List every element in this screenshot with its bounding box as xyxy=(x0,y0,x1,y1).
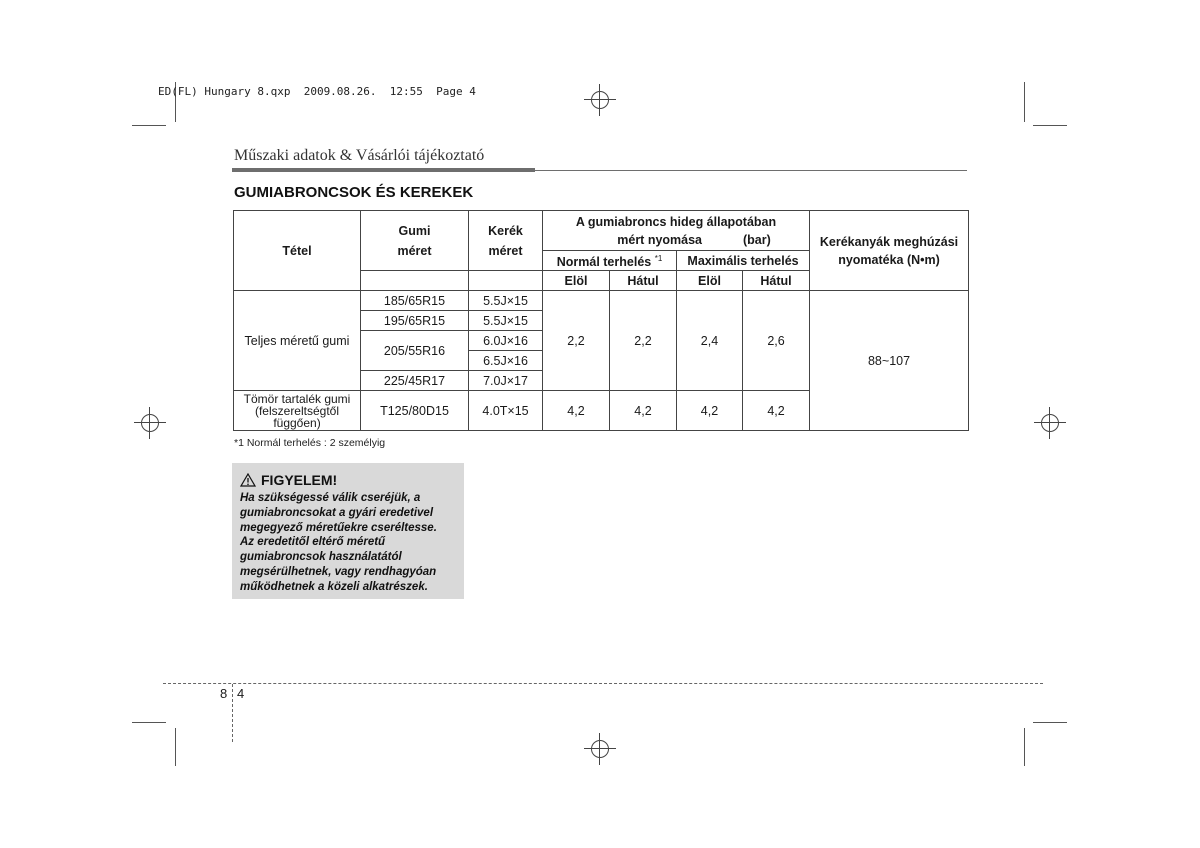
warning-title-text: FIGYELEM! xyxy=(261,472,338,488)
footer-dashed-rule xyxy=(163,683,1043,684)
page-number: 4 xyxy=(237,686,245,701)
header-pressure xyxy=(543,211,810,251)
page-heading: GUMIABRONCSOK ÉS KEREKEK xyxy=(234,184,474,201)
compact-spare-line2: (felszereltségtől xyxy=(254,403,340,418)
header-item: Tétel xyxy=(234,211,361,291)
crop-mark xyxy=(1024,728,1025,766)
cell-wheel-size: 5.5J×15 xyxy=(469,311,543,331)
cell-tire-size: 185/65R15 xyxy=(361,291,469,311)
header-normal-rear: Hátul xyxy=(610,271,677,291)
header-tire-line2: méret xyxy=(397,243,432,258)
cell-normal-front: 2,2 xyxy=(543,291,610,391)
header-normal-load-note: *1 xyxy=(654,253,663,263)
registration-mark-right xyxy=(1034,407,1066,439)
cell-wheel-size: 7.0J×17 xyxy=(469,371,543,391)
cell-normal-front: 4,2 xyxy=(543,391,610,431)
registration-mark-top xyxy=(584,84,616,116)
cell-wheel-size: 6.0J×16 xyxy=(469,331,543,351)
warning-triangle-icon xyxy=(240,473,256,487)
section-title: Műszaki adatok & Vásárlói tájékoztató xyxy=(234,147,485,164)
cell-max-rear: 2,6 xyxy=(743,291,810,391)
header-empty xyxy=(469,271,543,291)
compact-spare-line3: függően) xyxy=(273,415,321,430)
header-normal-load-label: Normál terhelés xyxy=(556,255,652,270)
header-normal-front: Elöl xyxy=(543,271,610,291)
warning-title xyxy=(240,472,337,488)
print-slug: ED(FL) Hungary 8.qxp 2009.08.26. 12:55 Page 4 xyxy=(158,85,476,98)
cell-max-front: 2,4 xyxy=(677,291,743,391)
header-max-front: Elöl xyxy=(677,271,743,291)
warning-box xyxy=(232,463,464,599)
header-rule-thin xyxy=(535,170,967,171)
compact-spare-line1: Tömör tartalék gumi xyxy=(243,391,351,406)
crop-mark xyxy=(1033,722,1067,723)
header-torque xyxy=(810,211,969,291)
header-empty xyxy=(361,271,469,291)
cell-max-front: 4,2 xyxy=(677,391,743,431)
header-torque-line1: Kerékanyák meghúzási xyxy=(819,234,959,249)
crop-mark xyxy=(132,125,166,126)
header-max-load: Maximális terhelés xyxy=(677,251,810,271)
header-pressure-line2: mért nyomása xyxy=(617,232,703,247)
registration-mark-bottom xyxy=(584,733,616,765)
header-tire-line1: Gumi xyxy=(398,223,431,238)
cell-normal-rear: 4,2 xyxy=(610,391,677,431)
crop-mark xyxy=(1033,125,1067,126)
row-label-compact-spare xyxy=(234,391,361,431)
warning-line: megsérülhetnek, vagy rendhagyóan xyxy=(240,565,437,578)
crop-mark xyxy=(132,722,166,723)
registration-mark-left xyxy=(134,407,166,439)
header-rule-thick xyxy=(232,168,535,172)
cell-normal-rear: 2,2 xyxy=(610,291,677,391)
cell-wheel-size: 4.0T×15 xyxy=(469,391,543,431)
cell-tire-size: T125/80D15 xyxy=(361,391,469,431)
footer-dashed-divider xyxy=(232,684,233,742)
cell-wheel-size: 6.5J×16 xyxy=(469,351,543,371)
header-normal-load xyxy=(543,251,677,271)
header-torque-line2: nyomatéka (N•m) xyxy=(838,252,940,267)
warning-line: megegyező méretűekre cseréltesse. xyxy=(240,521,437,534)
warning-line: működhetnek a közeli alkatrészek. xyxy=(240,580,428,593)
tire-spec-table xyxy=(233,210,969,431)
page-section-number: 8 xyxy=(220,686,228,701)
cell-tire-size: 195/65R15 xyxy=(361,311,469,331)
cell-max-rear: 4,2 xyxy=(743,391,810,431)
row-label-full-size: Teljes méretű gumi xyxy=(234,291,361,391)
crop-mark xyxy=(175,728,176,766)
crop-mark xyxy=(1024,82,1025,122)
header-pressure-unit: (bar) xyxy=(742,232,771,247)
cell-wheel-size: 5.5J×15 xyxy=(469,291,543,311)
header-tire-size xyxy=(361,211,469,271)
cell-tire-size: 225/45R17 xyxy=(361,371,469,391)
header-max-rear: Hátul xyxy=(743,271,810,291)
cell-tire-size: 205/55R16 xyxy=(361,331,469,371)
warning-line: Ha szükségessé válik cseréjük, a xyxy=(240,492,421,504)
warning-text xyxy=(240,491,459,595)
cell-torque: 88~107 xyxy=(810,291,969,431)
header-pressure-line1: A gumiabroncs hideg állapotában xyxy=(575,214,777,229)
footnote: *1 Normál terhelés : 2 személyig xyxy=(234,437,386,449)
header-wheel-line1: Kerék xyxy=(488,223,523,238)
header-wheel-size xyxy=(469,211,543,271)
warning-line: gumiabroncsok használatától xyxy=(240,551,402,564)
header-wheel-line2: méret xyxy=(488,243,523,258)
warning-line: Az eredetitől eltérő méretű xyxy=(240,536,386,549)
warning-line: gumiabroncsokat a gyári eredetivel xyxy=(240,506,434,519)
